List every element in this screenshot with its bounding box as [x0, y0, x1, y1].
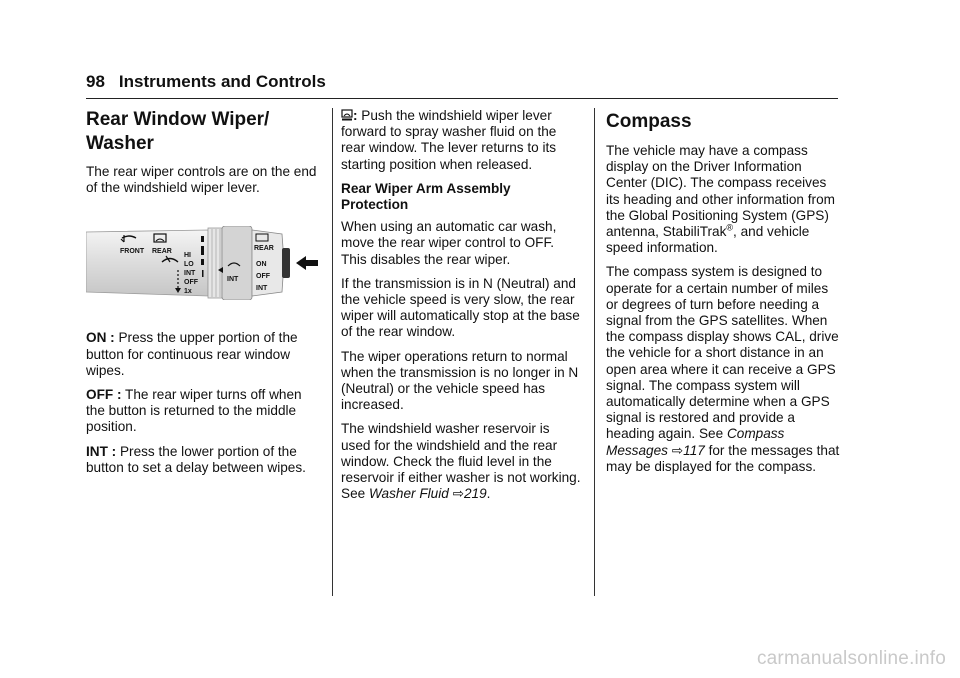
int-label: INT — [184, 270, 196, 278]
column-compass — [606, 108, 840, 483]
page-ref-arrow-icon: ⇨ — [671, 442, 684, 458]
reservoir-text: The windshield washer reservoir is used for the windshield and the rear window. Check the fluid level in the reservoir if either washer is not working. See — [341, 421, 581, 502]
page-ref-arrow-icon: ⇨ — [452, 486, 464, 502]
washer-def — [341, 108, 581, 173]
def-off — [86, 387, 318, 436]
column-washer — [341, 108, 581, 510]
compass-intro-a: The vehicle may have a compass display on the Driver Information Center (DIC). The compass receives its heading and other information from the Global Positioning System (GPS) antenna, StabiliTrak — [606, 143, 835, 240]
column-divider-right — [594, 108, 595, 596]
column-divider-left — [332, 108, 333, 596]
compass-intro — [606, 143, 840, 256]
washer-term: : — [353, 108, 358, 123]
return-normal-paragraph: The wiper operations return to normal when the transmission is no longer in N (Neutral) or the vehicle speed has increased. — [341, 348, 579, 413]
btn-off-label: OFF — [256, 273, 270, 281]
wiper-lever-illustration — [86, 226, 318, 300]
pointer-arrow-icon — [296, 256, 318, 270]
registered-mark: ® — [726, 222, 734, 233]
btn-rear-label: REAR — [254, 245, 274, 253]
rear-wiper-intro: The rear wiper controls are on the end of the windshield wiper lever. — [86, 164, 317, 196]
term-off: OFF : — [86, 387, 122, 403]
onex-label: 1x — [184, 288, 192, 296]
rear-wiper-arm-subheading: Rear Wiper Arm Assembly Protection — [341, 180, 511, 213]
washer-fluid-link[interactable]: Washer Fluid — [368, 486, 449, 502]
btn-on-label: ON — [256, 261, 267, 269]
reservoir-paragraph — [341, 421, 581, 502]
def-on-text: Press the upper portion of the button for continuous rear window wipes. — [86, 330, 298, 378]
compass-messages-page[interactable]: 117 — [683, 442, 705, 458]
heading-line-2: Washer — [86, 133, 154, 154]
washer-def-text: Push the windshield wiper lever forward to spray washer fluid on the rear window. The lever returns to its starting position when released. — [341, 108, 557, 172]
compass-intro-b: , and vehicle speed information. — [606, 224, 810, 256]
section-title: Instruments and Controls — [118, 72, 326, 91]
page-header — [86, 72, 326, 92]
lo-label: LO — [184, 261, 194, 269]
header-rule — [86, 98, 838, 99]
compass-calibration — [606, 264, 840, 475]
page-number: 98 — [86, 72, 105, 91]
wiper-dial — [222, 226, 252, 300]
neutral-paragraph: If the transmission is in N (Neutral) and the vehicle speed is very slow, the rear wiper will automatically stop at the base of the rear window. — [341, 275, 580, 340]
reservoir-end: . — [486, 486, 491, 502]
column-rear-wiper — [86, 108, 318, 484]
wiper-lever-svg — [86, 226, 318, 300]
btn-int-label: INT — [256, 285, 268, 293]
def-on — [86, 330, 318, 379]
rear-washer-symbol-icon — [341, 109, 353, 121]
compass-messages-link[interactable]: Compass Messages — [606, 426, 785, 458]
front-label: FRONT — [120, 248, 145, 256]
rear-label: REAR — [152, 248, 172, 256]
car-wash-paragraph: When using an automatic car wash, move the rear wiper control to OFF. This disables the rear wiper. — [341, 219, 557, 267]
term-on: ON : — [86, 330, 115, 346]
rear-wiper-button — [282, 248, 290, 278]
dial-int-label: INT — [227, 276, 239, 284]
def-off-text: The rear wiper turns off when the button is returned to the middle position. — [86, 387, 302, 435]
watermark: carmanualsonline.info — [756, 648, 946, 669]
compass-calibration-end: for the messages that may be displayed for the compass. — [606, 442, 840, 474]
rear-wiper-heading — [86, 108, 318, 156]
heading-line-1: Rear Window Wiper/ — [86, 109, 270, 130]
def-int — [86, 444, 318, 476]
compass-heading: Compass — [606, 111, 692, 132]
hi-label: HI — [184, 252, 191, 260]
off-label: OFF — [184, 279, 198, 287]
def-int-text: Press the lower portion of the button to set a delay between wipes. — [86, 443, 306, 475]
lever-collar — [208, 228, 222, 298]
compass-calibration-text: The compass system is designed to operate for a certain number of miles or degrees of turn before needing a signal from the GPS satellites. When the compass display shows CAL, drive the vehicle for a short distance in an open area where it can receive a GPS signal. The compass system will automatically determine when a GPS signal is restored and provide a heading again. See — [606, 264, 839, 442]
term-int: INT : — [86, 443, 117, 459]
washer-fluid-page[interactable]: 219 — [463, 486, 487, 502]
